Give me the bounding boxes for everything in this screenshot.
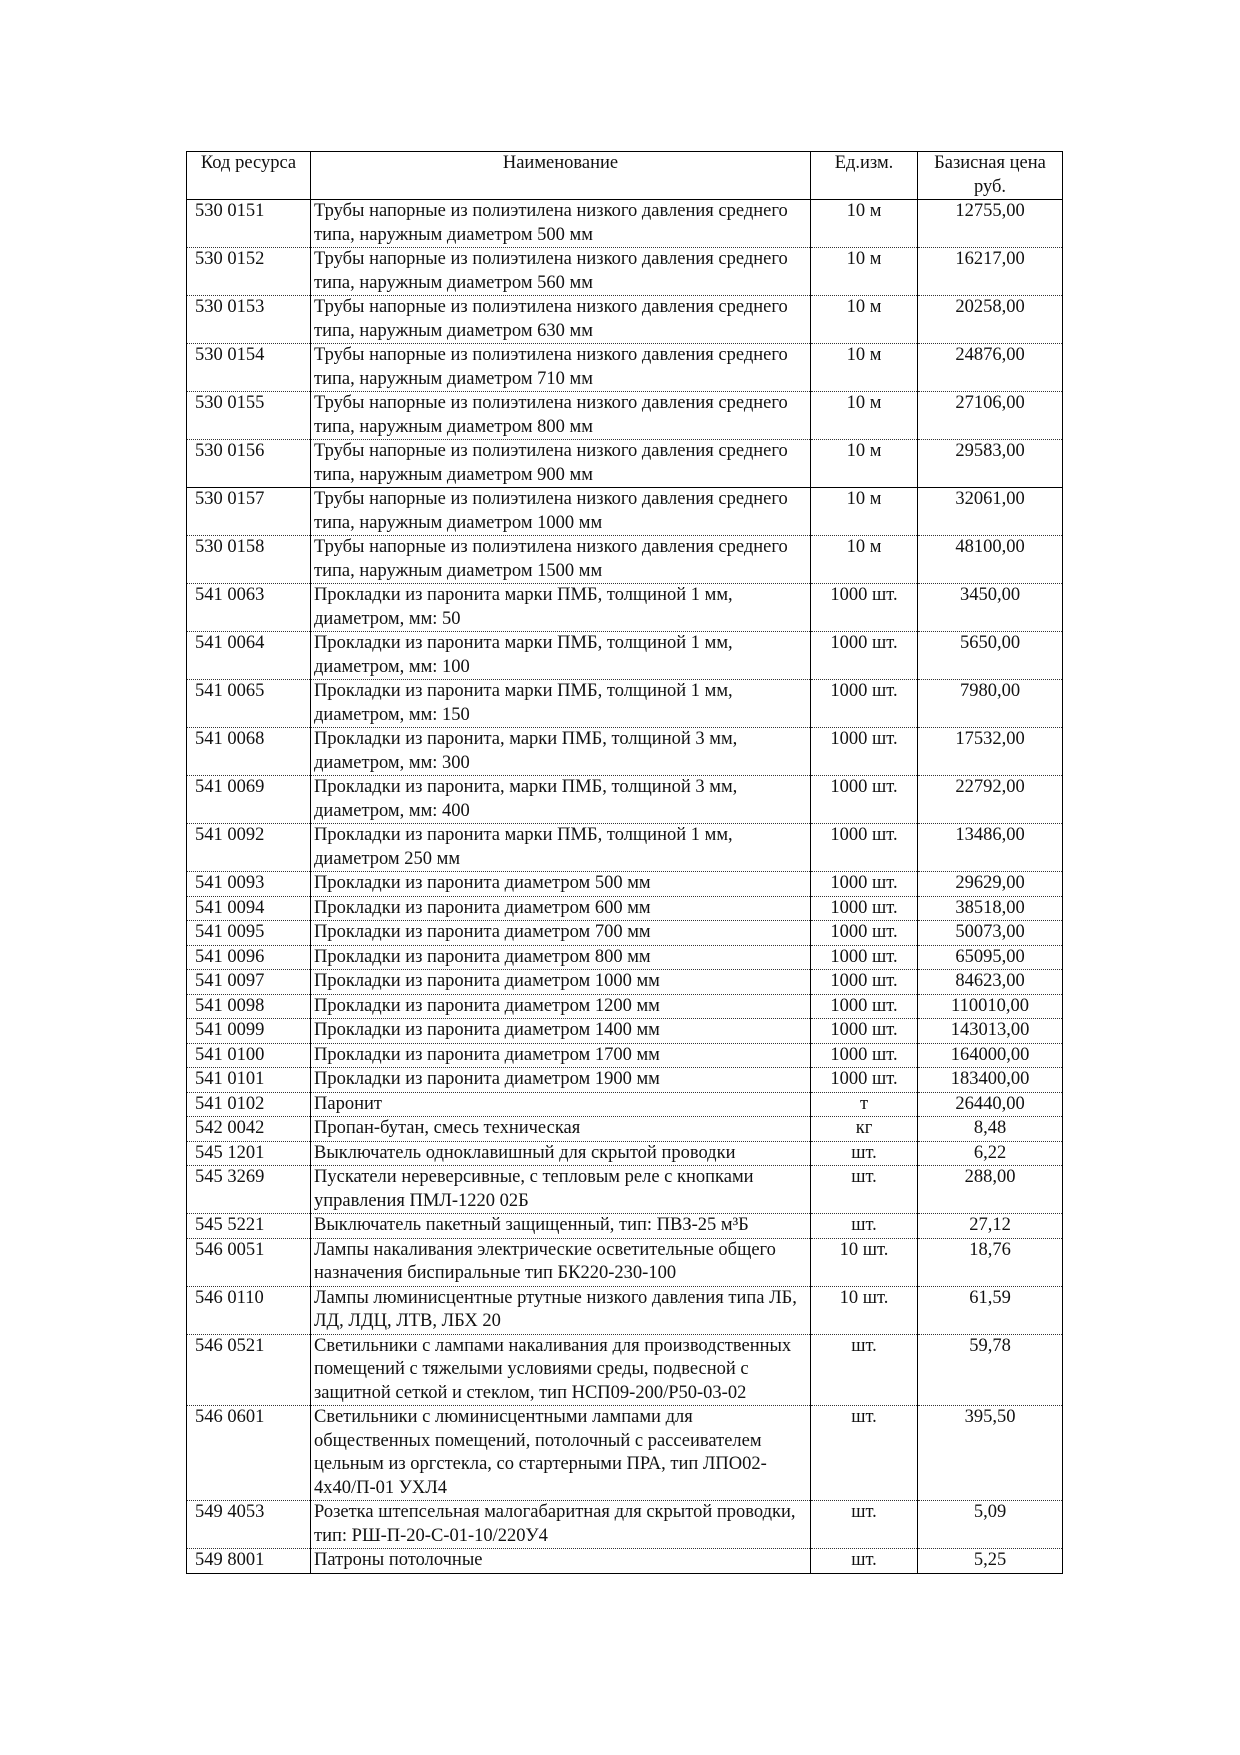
cell-price: 143013,00 [918, 1019, 1063, 1044]
cell-unit: 1000 шт. [811, 632, 918, 680]
cell-unit: 1000 шт. [811, 776, 918, 824]
cell-name: Лампы люминисцентные ртутные низкого давления типа ЛБ, ЛД, ЛДЦ, ЛТВ, ЛБХ 20 [311, 1286, 811, 1334]
table-row [187, 392, 1063, 440]
cell-name: Трубы напорные из полиэтилена низкого давления среднего типа, наружным диаметром 800 мм [311, 392, 811, 440]
table-row [187, 1406, 1063, 1501]
cell-unit: 1000 шт. [811, 824, 918, 872]
cell-unit: 10 м [811, 440, 918, 488]
table-row [187, 248, 1063, 296]
table-row [187, 1117, 1063, 1142]
cell-name: Трубы напорные из полиэтилена низкого давления среднего типа, наружным диаметром 1000 мм [311, 488, 811, 536]
cell-name: Прокладки из паронита, марки ПМБ, толщиной 3 мм, диаметром, мм: 400 [311, 776, 811, 824]
cell-price: 48100,00 [918, 536, 1063, 584]
cell-name: Прокладки из паронита, марки ПМБ, толщиной 3 мм, диаметром, мм: 300 [311, 728, 811, 776]
cell-code: 541 0098 [187, 994, 311, 1019]
cell-code: 541 0092 [187, 824, 311, 872]
cell-unit: 1000 шт. [811, 872, 918, 897]
cell-price: 32061,00 [918, 488, 1063, 536]
table-row [187, 1166, 1063, 1214]
cell-price: 5650,00 [918, 632, 1063, 680]
cell-price: 65095,00 [918, 945, 1063, 970]
cell-price: 50073,00 [918, 921, 1063, 946]
cell-name: Выключатель одноклавишный для скрытой проводки [311, 1141, 811, 1166]
cell-unit: 1000 шт. [811, 1068, 918, 1093]
cell-code: 541 0093 [187, 872, 311, 897]
cell-name: Трубы напорные из полиэтилена низкого давления среднего типа, наружным диаметром 900 мм [311, 440, 811, 488]
cell-unit: 10 м [811, 200, 918, 248]
cell-unit: 10 м [811, 296, 918, 344]
cell-unit: шт. [811, 1141, 918, 1166]
cell-name: Пропан-бутан, смесь техническая [311, 1117, 811, 1142]
cell-price: 395,50 [918, 1406, 1063, 1501]
cell-price: 29629,00 [918, 872, 1063, 897]
cell-price: 183400,00 [918, 1068, 1063, 1093]
cell-name: Трубы напорные из полиэтилена низкого давления среднего типа, наружным диаметром 630 мм [311, 296, 811, 344]
cell-name: Трубы напорные из полиэтилена низкого давления среднего типа, наружным диаметром 1500 мм [311, 536, 811, 584]
table-row [187, 1334, 1063, 1406]
cell-price: 29583,00 [918, 440, 1063, 488]
cell-unit: 1000 шт. [811, 584, 918, 632]
cell-price: 16217,00 [918, 248, 1063, 296]
cell-unit: кг [811, 1117, 918, 1142]
table-row [187, 994, 1063, 1019]
cell-unit: 1000 шт. [811, 1043, 918, 1068]
cell-name: Прокладки из паронита диаметром 500 мм [311, 872, 811, 897]
table-row [187, 1019, 1063, 1044]
cell-code: 541 0102 [187, 1092, 311, 1117]
cell-unit: шт. [811, 1549, 918, 1574]
cell-name: Трубы напорные из полиэтилена низкого давления среднего типа, наружным диаметром 560 мм [311, 248, 811, 296]
table-row [187, 945, 1063, 970]
cell-price: 288,00 [918, 1166, 1063, 1214]
cell-code: 546 0601 [187, 1406, 311, 1501]
table-row [187, 680, 1063, 728]
cell-unit: 10 шт. [811, 1238, 918, 1286]
cell-name: Прокладки из паронита диаметром 800 мм [311, 945, 811, 970]
cell-code: 541 0068 [187, 728, 311, 776]
table-row [187, 536, 1063, 584]
table-row [187, 488, 1063, 536]
table-row [187, 632, 1063, 680]
cell-code: 546 0110 [187, 1286, 311, 1334]
table-row [187, 872, 1063, 897]
cell-code: 541 0101 [187, 1068, 311, 1093]
table-row [187, 584, 1063, 632]
cell-price: 24876,00 [918, 344, 1063, 392]
cell-name: Прокладки из паронита диаметром 1700 мм [311, 1043, 811, 1068]
cell-price: 5,25 [918, 1549, 1063, 1574]
cell-name: Паронит [311, 1092, 811, 1117]
cell-code: 541 0065 [187, 680, 311, 728]
header-price: Базисная цена руб. [918, 152, 1063, 200]
cell-name: Прокладки из паронита диаметром 700 мм [311, 921, 811, 946]
cell-name: Выключатель пакетный защищенный, тип: ПВЗ-25 м³Б [311, 1214, 811, 1239]
cell-code: 541 0100 [187, 1043, 311, 1068]
cell-price: 38518,00 [918, 896, 1063, 921]
cell-unit: 1000 шт. [811, 1019, 918, 1044]
cell-name: Лампы накаливания электрические осветительные общего назначения биспиральные тип БК220-230-100 [311, 1238, 811, 1286]
table-row [187, 1238, 1063, 1286]
table-row [187, 824, 1063, 872]
header-name: Наименование [311, 152, 811, 200]
cell-price: 110010,00 [918, 994, 1063, 1019]
cell-name: Прокладки из паронита диаметром 600 мм [311, 896, 811, 921]
cell-unit: 10 м [811, 392, 918, 440]
cell-code: 530 0153 [187, 296, 311, 344]
table-header [187, 152, 1063, 200]
table-row [187, 440, 1063, 488]
cell-code: 549 8001 [187, 1549, 311, 1574]
table-row [187, 970, 1063, 995]
cell-code: 530 0158 [187, 536, 311, 584]
cell-price: 59,78 [918, 1334, 1063, 1406]
cell-price: 6,22 [918, 1141, 1063, 1166]
cell-unit: т [811, 1092, 918, 1117]
cell-code: 541 0069 [187, 776, 311, 824]
cell-unit: шт. [811, 1214, 918, 1239]
cell-code: 545 3269 [187, 1166, 311, 1214]
cell-unit: 10 м [811, 248, 918, 296]
table-row [187, 1068, 1063, 1093]
cell-name: Прокладки из паронита марки ПМБ, толщиной 1 мм, диаметром, мм: 150 [311, 680, 811, 728]
cell-unit: 10 м [811, 488, 918, 536]
cell-unit: 1000 шт. [811, 921, 918, 946]
cell-name: Пускатели нереверсивные, с тепловым реле с кнопками управления ПМЛ-1220 02Б [311, 1166, 811, 1214]
table-row [187, 1092, 1063, 1117]
cell-price: 27106,00 [918, 392, 1063, 440]
cell-code: 545 1201 [187, 1141, 311, 1166]
cell-code: 541 0064 [187, 632, 311, 680]
table-row [187, 344, 1063, 392]
cell-code: 530 0151 [187, 200, 311, 248]
cell-price: 13486,00 [918, 824, 1063, 872]
cell-unit: 1000 шт. [811, 994, 918, 1019]
cell-code: 546 0051 [187, 1238, 311, 1286]
table-row [187, 1141, 1063, 1166]
cell-code: 530 0154 [187, 344, 311, 392]
cell-code: 530 0152 [187, 248, 311, 296]
header-unit: Ед.изм. [811, 152, 918, 200]
cell-code: 541 0099 [187, 1019, 311, 1044]
cell-name: Светильники с люминисцентными лампами для общественных помещений, потолочный с рассеивателем цельным из оргстекла, со стартерными ПРА, тип ЛПО02-4х40/П-01 УХЛ4 [311, 1406, 811, 1501]
cell-unit: 10 м [811, 536, 918, 584]
cell-price: 3450,00 [918, 584, 1063, 632]
header-row [187, 152, 1063, 200]
cell-price: 27,12 [918, 1214, 1063, 1239]
cell-price: 5,09 [918, 1501, 1063, 1549]
table-row [187, 1214, 1063, 1239]
cell-name: Прокладки из паронита диаметром 1900 мм [311, 1068, 811, 1093]
cell-code: 530 0157 [187, 488, 311, 536]
cell-name: Прокладки из паронита диаметром 1400 мм [311, 1019, 811, 1044]
cell-code: 546 0521 [187, 1334, 311, 1406]
cell-price: 22792,00 [918, 776, 1063, 824]
table-row [187, 921, 1063, 946]
cell-name: Прокладки из паронита марки ПМБ, толщиной 1 мм, диаметром, мм: 50 [311, 584, 811, 632]
cell-name: Трубы напорные из полиэтилена низкого давления среднего типа, наружным диаметром 500 мм [311, 200, 811, 248]
cell-name: Патроны потолочные [311, 1549, 811, 1574]
cell-price: 17532,00 [918, 728, 1063, 776]
cell-code: 541 0096 [187, 945, 311, 970]
cell-code: 542 0042 [187, 1117, 311, 1142]
cell-price: 26440,00 [918, 1092, 1063, 1117]
table-row [187, 1549, 1063, 1574]
cell-unit: шт. [811, 1166, 918, 1214]
cell-name: Прокладки из паронита марки ПМБ, толщиной 1 мм, диаметром, мм: 100 [311, 632, 811, 680]
cell-price: 7980,00 [918, 680, 1063, 728]
cell-price: 164000,00 [918, 1043, 1063, 1068]
cell-name: Розетка штепсельная малогабаритная для скрытой проводки, тип: РШ-П-20-С-01-10/220У4 [311, 1501, 811, 1549]
cell-unit: 1000 шт. [811, 728, 918, 776]
cell-unit: шт. [811, 1501, 918, 1549]
table-row [187, 200, 1063, 248]
table-row [187, 896, 1063, 921]
cell-code: 541 0094 [187, 896, 311, 921]
cell-unit: 1000 шт. [811, 970, 918, 995]
cell-name: Прокладки из паронита диаметром 1000 мм [311, 970, 811, 995]
cell-unit: 1000 шт. [811, 945, 918, 970]
table-row [187, 1286, 1063, 1334]
cell-code: 549 4053 [187, 1501, 311, 1549]
cell-price: 20258,00 [918, 296, 1063, 344]
cell-unit: 1000 шт. [811, 680, 918, 728]
table-row [187, 1501, 1063, 1549]
cell-code: 530 0155 [187, 392, 311, 440]
header-code: Код ресурса [187, 152, 311, 200]
table-row [187, 728, 1063, 776]
table-row [187, 1043, 1063, 1068]
cell-price: 84623,00 [918, 970, 1063, 995]
cell-unit: шт. [811, 1334, 918, 1406]
cell-code: 541 0095 [187, 921, 311, 946]
cell-name: Прокладки из паронита диаметром 1200 мм [311, 994, 811, 1019]
cell-code: 541 0063 [187, 584, 311, 632]
cell-price: 12755,00 [918, 200, 1063, 248]
cell-code: 530 0156 [187, 440, 311, 488]
cell-code: 545 5221 [187, 1214, 311, 1239]
table-row [187, 776, 1063, 824]
resource-price-table [186, 151, 1063, 1574]
cell-price: 8,48 [918, 1117, 1063, 1142]
cell-price: 18,76 [918, 1238, 1063, 1286]
cell-code: 541 0097 [187, 970, 311, 995]
cell-name: Трубы напорные из полиэтилена низкого давления среднего типа, наружным диаметром 710 мм [311, 344, 811, 392]
cell-price: 61,59 [918, 1286, 1063, 1334]
cell-unit: 10 м [811, 344, 918, 392]
cell-unit: 1000 шт. [811, 896, 918, 921]
table-body [187, 200, 1063, 1574]
cell-unit: шт. [811, 1406, 918, 1501]
cell-name: Прокладки из паронита марки ПМБ, толщиной 1 мм, диаметром 250 мм [311, 824, 811, 872]
table-row [187, 296, 1063, 344]
cell-name: Светильники с лампами накаливания для производственных помещений с тяжелыми условиями среды, подвесной с защитной сеткой и стеклом, тип НСП09-200/Р50-03-02 [311, 1334, 811, 1406]
cell-unit: 10 шт. [811, 1286, 918, 1334]
